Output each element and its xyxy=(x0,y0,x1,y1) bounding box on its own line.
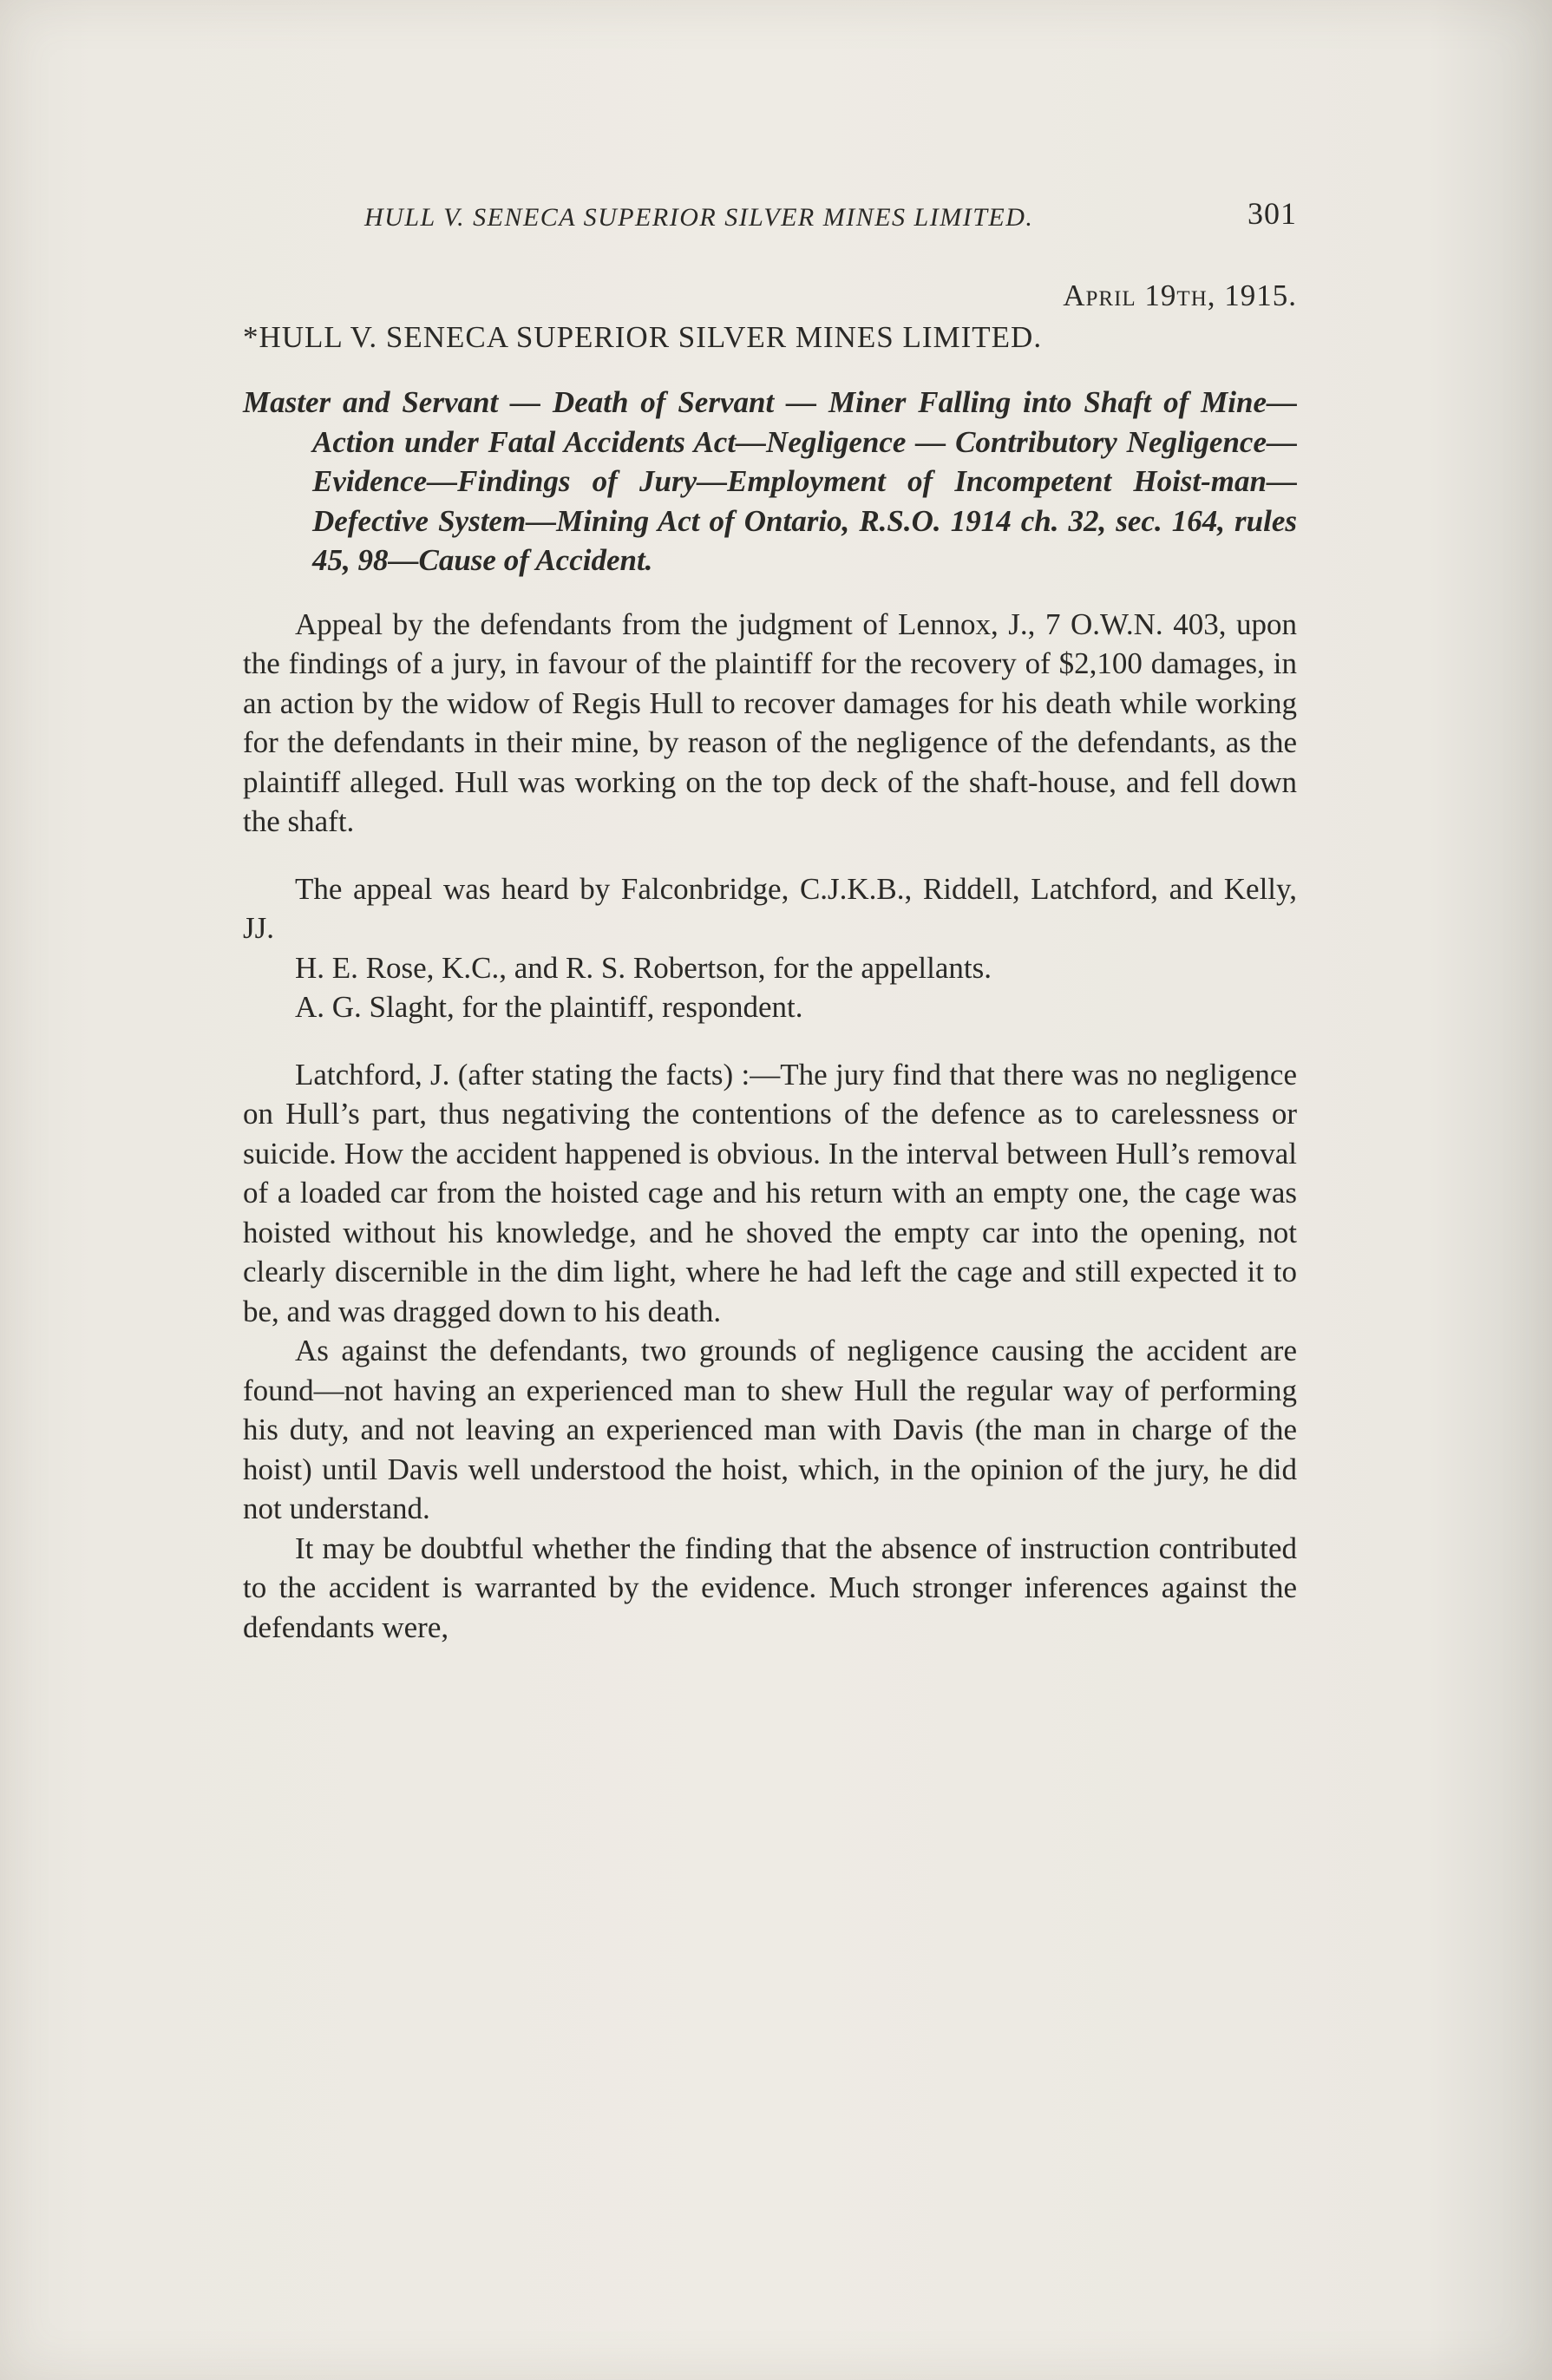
paragraph-latchford-opinion: Latchford, J. (after stating the facts) :—The jury find that there was no negligence on Hull’s part, thus negativing the contentions of the defence as to carelessness or suicide. How the accident happened is obvious. In the interval between Hull’s removal of a loaded car from the hoisted cage and his return with an empty one, the cage was hoisted without his knowledge, and he shoved the empty car into the opening, not clearly discernible in the dim light, where he had left the cage and still expected it to be, and was dragged down to his death. xyxy=(243,1057,1297,1328)
paragraph-appeal: Appeal by the defendants from the judgment of Lennox, J., 7 O.W.N. 403, upon the findings of a jury, in favour of the plaintiff for the recovery of $2,100 damages, in an action by the widow of Regis Hull to recover damages for his death while working for the defendants in their mine, by reason of the negligence of the defendants, as the plaintiff alleged. Hull was working on the top deck of the shaft-house, and fell down the shaft. xyxy=(243,606,1297,838)
paragraph-bench: The appeal was heard by Falconbridge, C.J.K.B., Riddell, Latchford, and Kelly, JJ. xyxy=(243,871,1297,945)
page-text xyxy=(243,191,1297,1647)
running-head xyxy=(243,191,1297,236)
paragraph-counsel-respondent: A. G. Slaght, for the plaintiff, respondent. xyxy=(295,990,803,1024)
judgment-date: April 19th, 1915. xyxy=(1063,279,1297,312)
paragraph-gap xyxy=(243,842,1297,869)
headnote: Master and Servant — Death of Servant — Miner Falling into Shaft of Mine—Action under Fatal Accidents Act—Negligence — Contributory Negligence—Evidence—Findings of Jury—Employment of Incompetent Hoist-man—Defective System—Mining Act of Ontario, R.S.O. 1914 ch. 32, sec. 164, rules 45, 98—Cause of Accident. xyxy=(243,385,1297,577)
running-title: HULL V. SENECA SUPERIOR SILVER MINES LIMITED. xyxy=(364,203,1034,232)
case-title: *HULL V. SENECA SUPERIOR SILVER MINES LIMITED. xyxy=(243,319,1043,354)
paragraph-gap xyxy=(243,1027,1297,1055)
page-number: 301 xyxy=(1247,196,1297,231)
paragraph-counsel-appellants: H. E. Rose, K.C., and R. S. Robertson, for the appellants. xyxy=(295,950,992,985)
paragraph-negligence-grounds: As against the defendants, two grounds of negligence causing the accident are found—not having an experienced man to shew Hull the regular way of performing his duty, and not leaving an experienced man with Davis (the man in charge of the hoist) until Davis well understood the hoist, which, in the opinion of the jury, he did not understand. xyxy=(243,1334,1297,1525)
paragraph-evidence: It may be doubtful whether the finding that the absence of instruction contributed to the accident is warranted by the evidence. Much stronger inferences against the defendants were, xyxy=(243,1531,1297,1644)
